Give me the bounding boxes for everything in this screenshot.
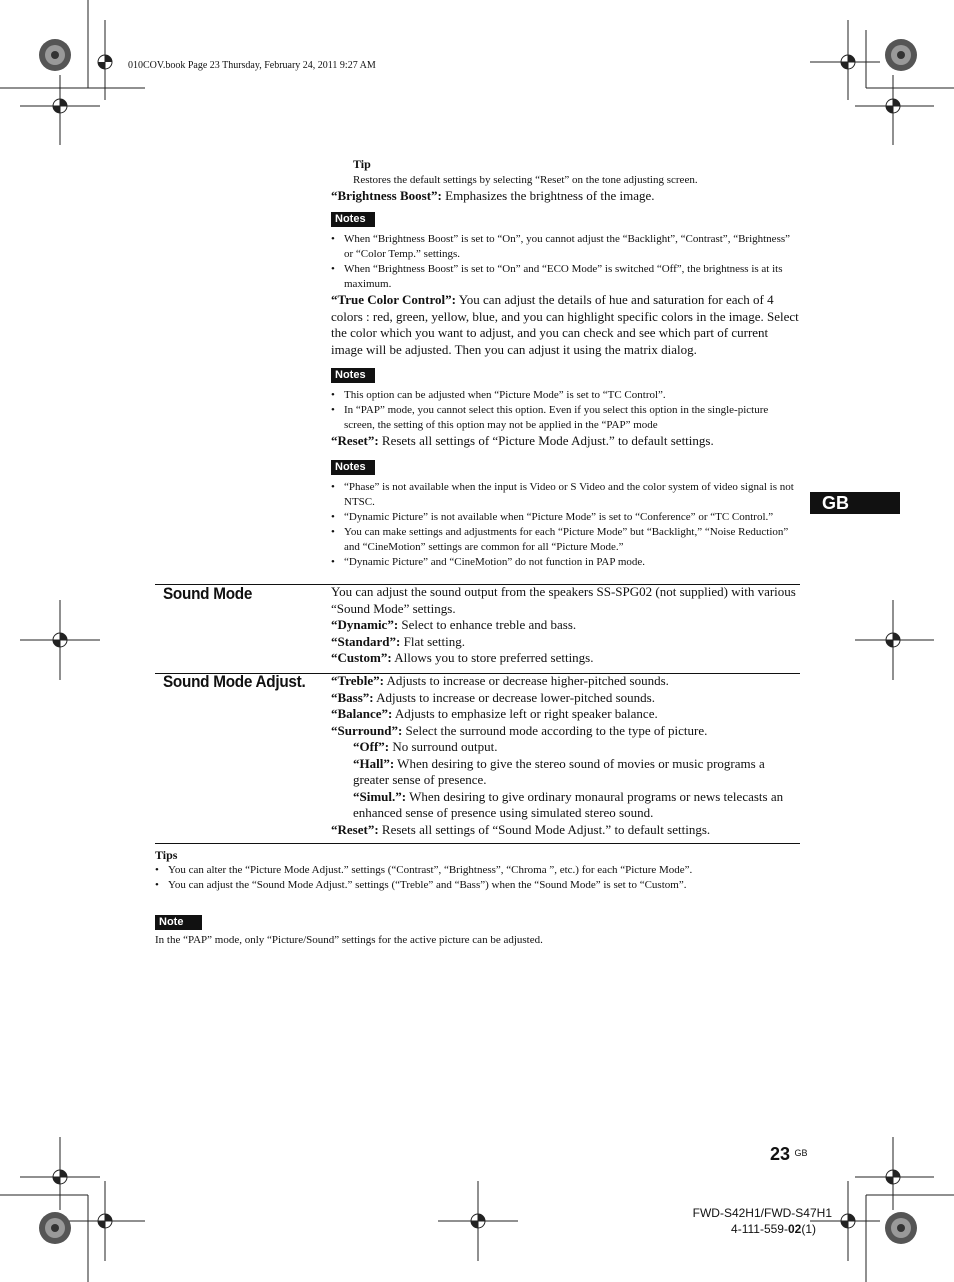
surround-sub-item <box>331 739 801 756</box>
item-desc: Flat setting. <box>400 633 465 649</box>
tip-item: • You can adjust the “Sound Mode Adjust.” settings (“Treble” and “Bass”) when the “Sound Mode” is set to “Custom”. <box>155 878 805 893</box>
notes-list-1 <box>331 232 801 292</box>
reset-picture-term: “Reset”: <box>331 433 379 448</box>
notes-label: Notes <box>331 368 375 383</box>
item-desc: Select the surround mode according to the type of picture. <box>402 722 708 738</box>
adjust-item <box>331 690 801 707</box>
code-suffix: (1) <box>801 1222 816 1236</box>
sound-mode-adjust-title: Sound Mode Adjust. <box>163 672 306 691</box>
item-term: “Off”: <box>353 739 390 754</box>
item-desc: Select to enhance treble and bass. <box>398 617 577 632</box>
language-tab-gb: GB <box>810 492 900 514</box>
brightness-boost-term: “Brightness Boost”: <box>331 187 442 203</box>
divider <box>155 843 800 844</box>
notes-list-2 <box>331 388 801 433</box>
item-term: “Surround”: <box>331 722 403 738</box>
code-prefix: 4-111-559- <box>731 1222 788 1236</box>
item-desc: Allows you to store preferred settings. <box>391 650 594 665</box>
surround-sub-item <box>331 789 801 822</box>
model-number: FWD-S42H1/FWD-S47H1 <box>692 1206 832 1220</box>
note-item: • This option can be adjusted when “Picture Mode” is set to “TC Control”. <box>331 388 801 403</box>
item-desc: Adjusts to emphasize left or right speaker balance. <box>392 706 658 721</box>
tip-box <box>331 156 801 188</box>
notes-label: Notes <box>331 460 375 475</box>
tips-bottom <box>155 848 805 893</box>
note-text: In the “PAP” mode, only “Picture/Sound” settings for the active picture can be adjusted. <box>155 934 543 946</box>
book-info-header: 010COV.book Page 23 Thursday, February 24, 2011 9:27 AM <box>128 60 376 71</box>
note-bottom <box>155 912 805 948</box>
item-term: “Hall”: <box>353 755 395 771</box>
notes-label: Notes <box>331 212 375 227</box>
reset-picture-paragraph <box>331 433 801 450</box>
item-term: “Bass”: <box>331 689 374 705</box>
adjust-item <box>331 673 801 690</box>
item-term: “Custom”: <box>331 650 392 665</box>
item-desc: Resets all settings of “Sound Mode Adjust.” to default settings. <box>378 821 711 837</box>
sound-mode-content <box>331 584 801 667</box>
item-desc: No surround output. <box>389 739 498 754</box>
true-color-paragraph <box>331 292 801 358</box>
tips-title: Tips <box>155 848 178 862</box>
sound-mode-intro: You can adjust the sound output from the speakers SS-SPG02 (not supplied) with various “Sound Mode” settings. <box>331 584 796 616</box>
notes-list-3 <box>331 480 801 570</box>
note-label: Note <box>155 915 202 930</box>
picture-settings-section <box>331 156 801 570</box>
page-number-value: 23 <box>770 1144 791 1164</box>
item-term: “Standard”: <box>331 633 401 649</box>
note-item: • When “Brightness Boost” is set to “On”, you cannot adjust the “Backlight”, “Contrast”, “Brightness” or “Color Temp.” settings. <box>331 232 801 262</box>
code-bold: 02 <box>787 1222 802 1236</box>
item-term: “Treble”: <box>331 673 384 688</box>
item-term: “Dynamic”: <box>331 617 399 632</box>
note-item: • You can make settings and adjustments for each “Picture Mode” but “Backlight,” “Noise Reduction” and “CineMotion” settings are common for all “Picture Mode.” <box>331 525 801 555</box>
doc-code <box>684 1222 816 1236</box>
item-desc: Adjusts to increase or decrease higher-pitched sounds. <box>383 673 669 688</box>
true-color-term: “True Color Control”: <box>331 292 456 307</box>
item-term: “Simul.”: <box>353 788 407 804</box>
item-desc: When desiring to give ordinary monaural programs or news telecasts an enhanced sense of presence using simulated stereo sound. <box>353 788 784 820</box>
note-item: • When “Brightness Boost” is set to “On” and “ECO Mode” is switched “Off”, the brightness is at its maximum. <box>331 262 801 292</box>
reset-picture-desc: Resets all settings of “Picture Mode Adjust.” to default settings. <box>378 433 714 448</box>
adjust-item <box>331 706 801 723</box>
note-item: • “Dynamic Picture” is not available when “Picture Mode” is set to “Conference” or “TC Control.” <box>331 510 801 525</box>
tip-text: Restores the default settings by selecting “Reset” on the tone adjusting screen. <box>353 173 698 186</box>
sound-mode-title: Sound Mode <box>163 584 253 603</box>
item-term: “Balance”: <box>331 706 393 721</box>
item-desc: Adjusts to increase or decrease lower-pitched sounds. <box>373 689 655 705</box>
sound-mode-item <box>331 650 801 667</box>
sound-mode-item <box>331 617 801 634</box>
note-item: • “Phase” is not available when the input is Video or S Video and the color system of video signal is not NTSC. <box>331 480 801 510</box>
page-number-suffix: GB <box>794 1148 808 1158</box>
true-color-desc: You can adjust the details of hue and saturation for each of 4 colors : red, green, yellow, blue, and you can highlight specific colors in the image. Select the color which you want to adjust, and you can check and see which part of current image will be adjusted. Then you can adjust it using the matrix dialog. <box>331 292 799 357</box>
note-item: • In “PAP” mode, you cannot select this option. Even if you select this option in the single-picture screen, the setting of this option may not be applied in the “PAP” mode <box>331 403 801 433</box>
tip-title: Tip <box>353 157 371 171</box>
item-desc: When desiring to give the stereo sound of movies or music programs a greater sense of presence. <box>353 755 765 787</box>
item-term: “Reset”: <box>331 821 379 837</box>
tip-item: • You can alter the “Picture Mode Adjust.” settings (“Contrast”, “Brightness”, “Chroma ”, etc.) for each “Picture Mode”. <box>155 863 805 878</box>
adjust-item <box>331 723 801 740</box>
sound-mode-adjust-content <box>331 673 801 838</box>
surround-sub-item <box>331 756 801 789</box>
adjust-item <box>331 822 801 839</box>
brightness-boost-paragraph <box>331 188 801 205</box>
note-item: • “Dynamic Picture” and “CineMotion” do not function in PAP mode. <box>331 555 801 570</box>
page-number <box>770 1144 808 1165</box>
brightness-boost-desc: Emphasizes the brightness of the image. <box>441 187 655 203</box>
sound-mode-item <box>331 634 801 651</box>
